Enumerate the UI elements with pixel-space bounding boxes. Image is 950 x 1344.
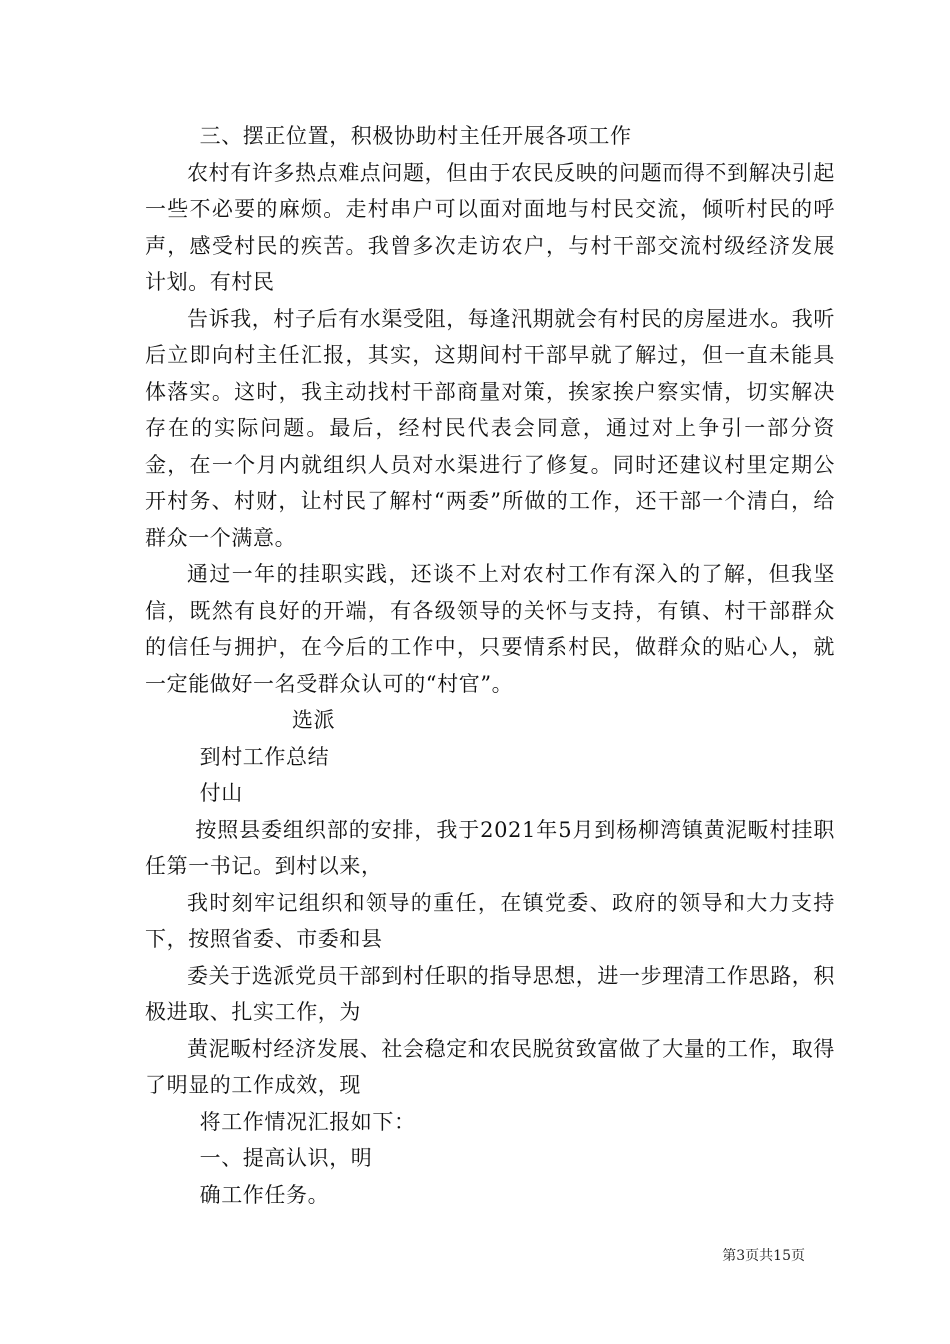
page-number: 第3页共15页 [722,1248,805,1264]
paragraph-6: 委关于选派党员干部到村任职的指导思想，进一步理清工作思路，积极进取、扎实工作，为 [145,963,835,1024]
paragraph-1: 农村有许多热点难点问题，但由于农民反映的问题而得不到解决引起一些不必要的麻烦。走村串户可以面对面地与村民交流，倾听村民的呼声，感受村民的疾苦。我曾多次走访农户，与村干部交流村级经济发展计划。有村民 [145,160,835,294]
paragraph-4: 按照县委组织部的安排，我于2021年5月到杨柳湾镇黄泥畈村挂职任第一书记。到村以来， [145,817,835,878]
subheading-1: 一、提高认识，明 [199,1146,373,1170]
document-body [145,118,835,1213]
paragraph-5: 我时刻牢记组织和领导的重任，在镇党委、政府的领导和大力支持下，按照省委、市委和县 [145,890,835,951]
paragraph-7: 黄泥畈村经济发展、社会稳定和农民脱贫致富做了大量的工作，取得了明显的工作成效，现 [145,1036,835,1097]
title-line-2: 到村工作总结 [199,744,330,769]
paragraph-8: 将工作情况汇报如下： [199,1109,416,1134]
title-line-1: 选派 [292,708,336,732]
author-line: 付山 [199,781,243,805]
paragraph-3: 通过一年的挂职实践，还谈不上对农村工作有深入的了解，但我坚信，既然有良好的开端，有各级领导的关怀与支持，有镇、村干部群众的信任与拥护，在今后的工作中，只要情系村民，做群众的贴心人，就一定能做好一名受群众认可的“村官”。 [145,562,835,696]
paragraph-2: 告诉我，村子后有水渠受阻，每逢汛期就会有村民的房屋进水。我听后立即向村主任汇报，其实，这期间村干部早就了解过，但一直未能具体落实。这时，我主动找村干部商量对策，挨家挨户察实情，切实解决存在的实际问题。最后，经村民代表会同意，通过对上争引一部分资金，在一个月内就组织人员对水渠进行了修复。同时还建议村里定期公开村务、村财，让村民了解村“两委”所做的工作，还干部一个清白，给群众一个满意。 [145,306,835,550]
section-heading: 三、摆正位置，积极协助村主任开展各项工作 [199,124,632,148]
subheading-2: 确工作任务。 [199,1182,330,1207]
